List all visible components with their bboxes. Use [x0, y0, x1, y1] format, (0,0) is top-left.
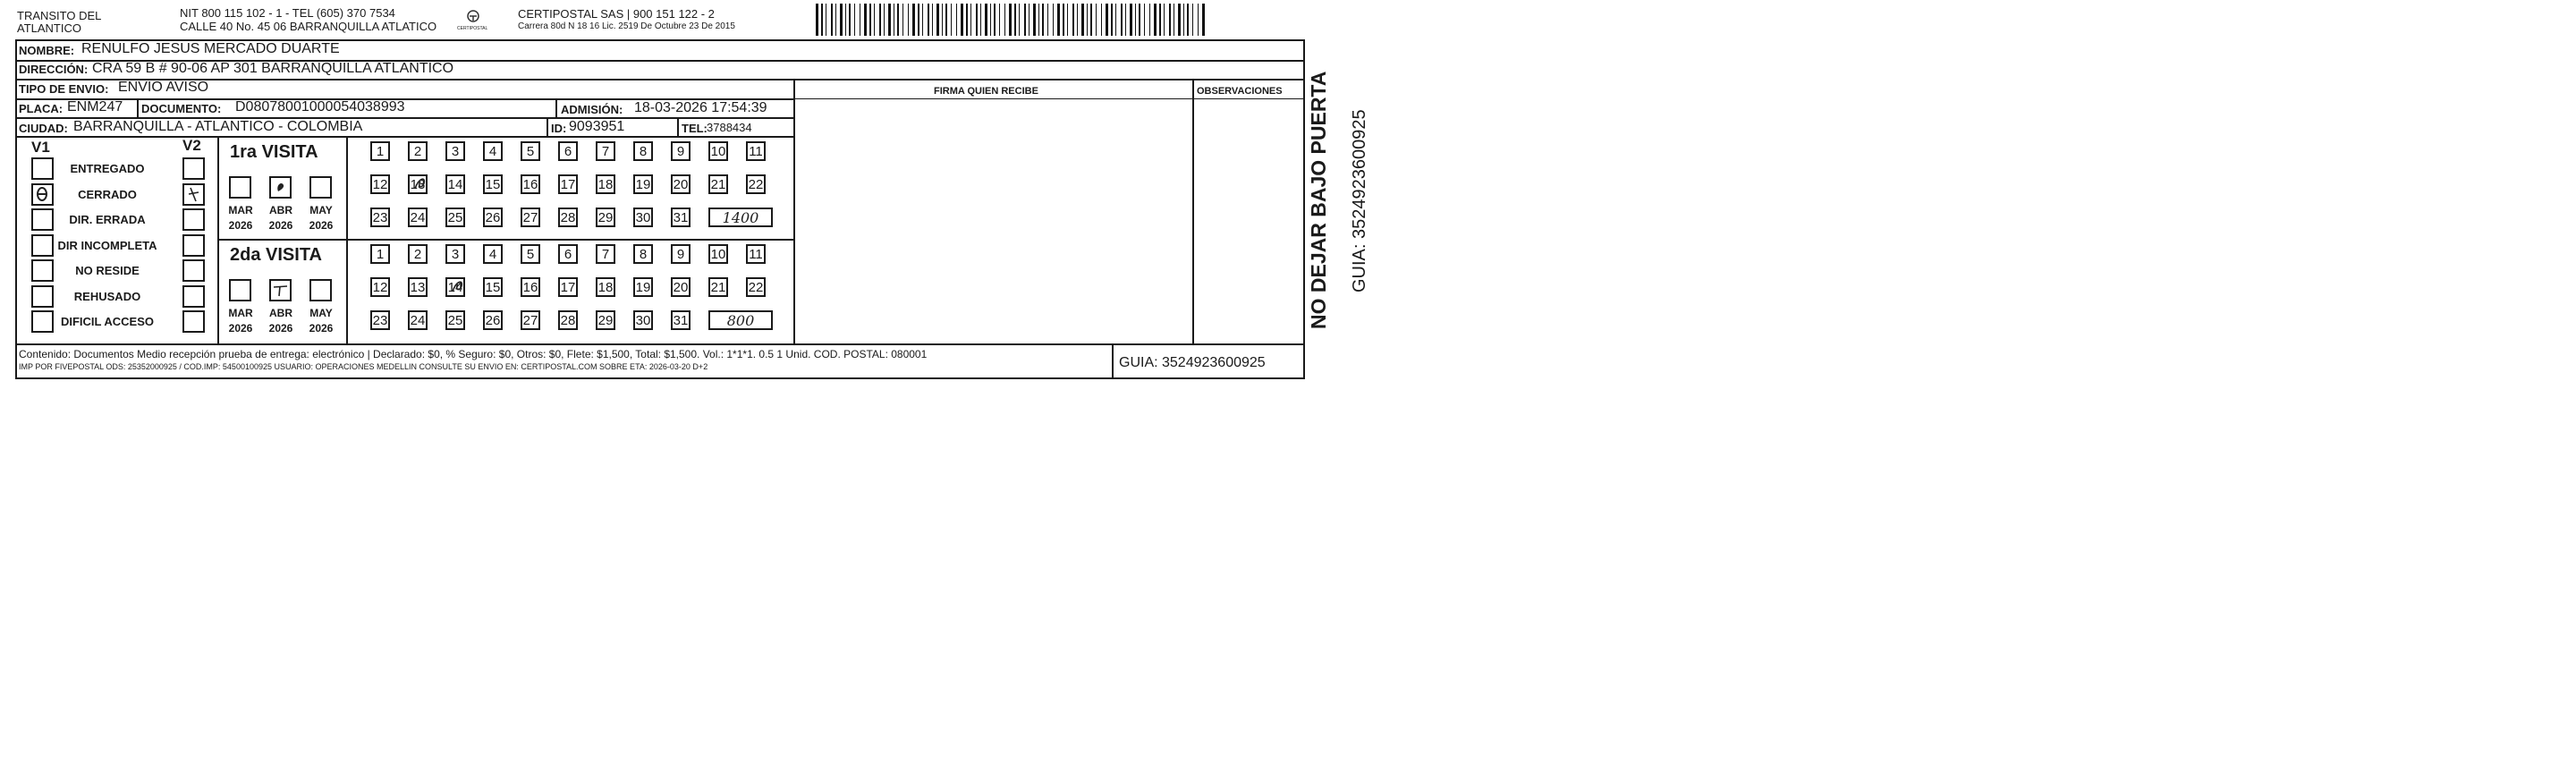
day-box[interactable]: 20: [671, 174, 691, 194]
day-box[interactable]: 23: [370, 208, 390, 227]
barcode: [816, 4, 1209, 36]
day-box[interactable]: 11: [746, 141, 766, 161]
ciudad-label: CIUDAD:: [19, 122, 68, 135]
day-box[interactable]: 4: [483, 141, 503, 161]
barcode-bar: [1159, 4, 1161, 36]
barcode-bar: [945, 4, 947, 36]
day-box[interactable]: 15: [483, 174, 503, 194]
id-label: ID:: [551, 122, 567, 135]
barcode-bar: [1033, 4, 1036, 36]
day-box[interactable]: 19: [633, 277, 653, 297]
day-box[interactable]: 21: [708, 277, 728, 297]
month-label: [223, 307, 258, 335]
barcode-bar: [1183, 4, 1184, 36]
barcode-bar: [1077, 4, 1078, 36]
month-label: [303, 307, 339, 335]
time-box[interactable]: [708, 310, 773, 330]
placa-value: ENM247: [67, 99, 123, 114]
barcode-bar: [999, 4, 1000, 36]
v2-checkbox[interactable]: [182, 310, 205, 333]
barcode-bar: [1149, 4, 1150, 36]
barcode-bar: [990, 4, 991, 36]
day-box[interactable]: 10: [708, 141, 728, 161]
status-option-label: ENTREGADO: [70, 162, 145, 175]
barcode-bar: [976, 4, 978, 36]
day-box[interactable]: 28: [558, 208, 578, 227]
day-box[interactable]: 5: [521, 141, 540, 161]
day-box[interactable]: 23: [370, 310, 390, 330]
barcode-bar: [1042, 4, 1044, 36]
imp-line: IMP POR FIVEPOSTAL ODS: 25352000925 / COD.IMP: 54500100925 USUARIO: OPERACIONES MEDELLIN CONSULTE SU ENVIO EN: CERTIPOSTAL.COM SOBRE ETA: 2026-03-20 D+2: [19, 362, 708, 371]
tipo-envio-label: TIPO DE ENVIO:: [19, 82, 109, 96]
direccion-value: CRA 59 B # 90-06 AP 301 BARRANQUILLA ATLANTICO: [92, 61, 454, 76]
admision-value: 18-03-2026 17:54:39: [634, 100, 767, 115]
v1-label: V1: [31, 139, 50, 156]
barcode-bar: [1014, 4, 1016, 36]
day-box[interactable]: 9: [671, 244, 691, 264]
month-checkbox[interactable]: [269, 176, 292, 199]
admision-label: ADMISIÓN:: [561, 103, 623, 116]
barcode-bar: [912, 4, 915, 36]
day-box[interactable]: 7: [596, 141, 615, 161]
month-label: [263, 204, 299, 232]
v2-checkbox[interactable]: [182, 183, 205, 206]
v2-label: V2: [182, 137, 201, 154]
time-written: 800: [726, 312, 755, 329]
month-year: 2026: [268, 219, 293, 232]
barcode-bar: [956, 4, 957, 36]
status-option-label: DIFICIL ACCESO: [60, 315, 154, 328]
barcode-bar: [1101, 4, 1102, 36]
day-box[interactable]: 6: [558, 141, 578, 161]
barcode-bar: [994, 4, 996, 36]
month-checkbox[interactable]: [269, 279, 292, 301]
day-box[interactable]: 16: [521, 174, 540, 194]
form-frame: [15, 39, 1305, 379]
certipostal-logo: [455, 7, 491, 34]
month-name: ABR: [269, 307, 292, 319]
month-name: ABR: [269, 204, 292, 216]
tel-value: 3788434: [707, 121, 752, 134]
placa-label: PLACA:: [19, 102, 64, 115]
day-box[interactable]: 3: [445, 141, 465, 161]
firma-label: FIRMA QUIEN RECIBE: [934, 86, 1038, 97]
barcode-bar: [1057, 4, 1060, 36]
barcode-bar: [1047, 4, 1048, 36]
status-option-label: CERRADO: [78, 187, 137, 201]
documento-value: D08078001000054038993: [235, 99, 405, 114]
barcode-bar: [908, 4, 909, 36]
barcode-bar: [845, 4, 846, 36]
day-box[interactable]: 8: [633, 244, 653, 264]
barcode-bar: [884, 4, 885, 36]
day-box[interactable]: 14: [445, 277, 465, 297]
logo-text: CERTIPOSTAL: [457, 26, 488, 31]
org-name-line1: TRANSITO DEL: [17, 9, 102, 22]
barcode-bar: [1004, 4, 1005, 36]
day-box[interactable]: 22: [746, 277, 766, 297]
day-box[interactable]: 1: [370, 141, 390, 161]
barcode-bar: [1053, 4, 1054, 36]
v2-checkbox[interactable]: [182, 157, 205, 180]
barcode-bar: [874, 4, 875, 36]
month-year: 2026: [309, 219, 334, 232]
barcode-bar: [1192, 4, 1193, 36]
month-year: 2026: [309, 322, 334, 335]
barcode-bar: [1038, 4, 1039, 36]
no-dejar-warning: NO DEJAR BAJO PUERTA: [1307, 71, 1330, 329]
guia-footer: GUIA: 3524923600925: [1119, 355, 1266, 370]
day-box[interactable]: 24: [408, 310, 428, 330]
day-box[interactable]: 25: [445, 310, 465, 330]
visit-title: 2da VISITA: [230, 245, 322, 265]
barcode-bar: [864, 4, 867, 36]
barcode-bar: [961, 4, 963, 36]
month-year: 2026: [228, 219, 253, 232]
day-box[interactable]: 12: [370, 174, 390, 194]
barcode-bar: [951, 4, 952, 36]
barcode-bar: [869, 4, 871, 36]
month-label: [263, 307, 299, 335]
month-checkbox[interactable]: [309, 279, 332, 301]
barcode-bar: [980, 4, 981, 36]
day-box[interactable]: 7: [596, 244, 615, 264]
day-box[interactable]: 12: [370, 277, 390, 297]
day-handwritten-mark: [449, 277, 467, 300]
barcode-bar: [1121, 4, 1123, 36]
status-option-label: DIR. ERRADA: [69, 213, 146, 226]
barcode-bar: [985, 4, 987, 36]
day-box[interactable]: 13: [408, 277, 428, 297]
day-box[interactable]: 31: [671, 310, 691, 330]
v2-checkbox[interactable]: [182, 208, 205, 231]
day-box[interactable]: 25: [445, 208, 465, 227]
contenido-line: Contenido: Documentos Medio recepción prueba de entrega: electrónico | Declarado: $0, % Seguro: $0, Otros: $0, Flete: $1,500, Total: $1,500. Vol.: 1*1*1. 0.5 1 Unid. COD. POSTAL: 080001: [19, 348, 928, 360]
day-box[interactable]: 31: [671, 208, 691, 227]
barcode-bar: [1063, 4, 1064, 36]
barcode-bar: [849, 4, 851, 36]
month-name: MAY: [309, 204, 333, 216]
barcode-bar: [966, 4, 968, 36]
nombre-label: NOMBRE:: [19, 44, 75, 57]
barcode-bar: [1187, 4, 1189, 36]
barcode-bar: [1202, 4, 1205, 36]
day-box[interactable]: 9: [671, 141, 691, 161]
barcode-bar: [922, 4, 923, 36]
barcode-bar: [1090, 4, 1092, 36]
month-year: 2026: [268, 322, 293, 335]
nit-line: NIT 800 115 102 - 1 - TEL (605) 370 7534: [180, 6, 395, 20]
license-line: Carrera 80d N 18 16 Lic. 2519 De Octubre 23 De 2015: [518, 21, 735, 31]
month-label: [223, 204, 258, 232]
status-option-label: DIR INCOMPLETA: [57, 238, 157, 252]
day-box[interactable]: 10: [708, 244, 728, 264]
barcode-bar: [840, 4, 843, 36]
barcode-bar: [1139, 4, 1140, 36]
barcode-bar: [888, 4, 891, 36]
barcode-bar: [1087, 4, 1088, 36]
barcode-bar: [928, 4, 929, 36]
month-checkbox[interactable]: [309, 176, 332, 199]
barcode-bar: [942, 4, 943, 36]
barcode-bar: [1067, 4, 1068, 36]
barcode-bar: [1154, 4, 1157, 36]
barcode-bar: [970, 4, 971, 36]
day-box[interactable]: 24: [408, 208, 428, 227]
day-box[interactable]: 13: [408, 174, 428, 194]
barcode-bar: [932, 4, 933, 36]
barcode-bar: [1164, 4, 1165, 36]
observaciones-label: OBSERVACIONES: [1197, 86, 1283, 97]
barcode-bar: [821, 4, 823, 36]
address-line: CALLE 40 No. 45 06 BARRANQUILLA ATLATICO: [180, 20, 437, 33]
day-box[interactable]: 17: [558, 277, 578, 297]
barcode-bar: [1135, 4, 1136, 36]
barcode-bar: [902, 4, 903, 36]
day-box[interactable]: 26: [483, 310, 503, 330]
visit-title: 1ra VISITA: [230, 142, 318, 162]
day-box[interactable]: 3: [445, 244, 465, 264]
day-box[interactable]: 30: [633, 208, 653, 227]
time-box[interactable]: [708, 208, 773, 227]
day-box[interactable]: 14: [445, 174, 465, 194]
day-box[interactable]: 29: [596, 310, 615, 330]
tipo-envio-value: ENVIO AVISO: [118, 80, 209, 95]
tel-label: TEL:: [682, 122, 708, 135]
day-box[interactable]: 2: [408, 244, 428, 264]
month-name: MAY: [309, 307, 333, 319]
time-written: 1400: [722, 209, 759, 226]
barcode-bar: [1072, 4, 1074, 36]
month-name: MAR: [228, 204, 253, 216]
barcode-bar: [1169, 4, 1171, 36]
day-box[interactable]: 11: [746, 244, 766, 264]
barcode-bar: [936, 4, 939, 36]
barcode-bar: [1024, 4, 1026, 36]
nombre-value: RENULFO JESUS MERCADO DUARTE: [81, 41, 340, 56]
status-option-label: NO RESIDE: [75, 264, 140, 277]
month-checkbox[interactable]: [229, 176, 251, 199]
barcode-bar: [897, 4, 899, 36]
day-box[interactable]: 17: [558, 174, 578, 194]
barcode-bar: [1198, 4, 1199, 36]
org-name-line2: ATLANTICO: [17, 21, 81, 35]
barcode-bar: [854, 4, 855, 36]
day-box[interactable]: 18: [596, 277, 615, 297]
barcode-bar: [831, 4, 833, 36]
barcode-bar: [1111, 4, 1113, 36]
day-box[interactable]: 26: [483, 208, 503, 227]
barcode-bar: [1178, 4, 1181, 36]
day-box[interactable]: 15: [483, 277, 503, 297]
day-handwritten-mark: [411, 174, 429, 197]
direccion-label: DIRECCIÓN:: [19, 63, 89, 76]
day-box[interactable]: 5: [521, 244, 540, 264]
status-option-label: REHUSADO: [73, 289, 141, 303]
month-checkbox[interactable]: [229, 279, 251, 301]
day-box[interactable]: 27: [521, 310, 540, 330]
v2-checkbox[interactable]: [182, 234, 205, 257]
documento-label: DOCUMENTO:: [141, 102, 222, 115]
ciudad-value: BARRANQUILLA - ATLANTICO - COLOMBIA: [73, 119, 363, 134]
month-label: [303, 204, 339, 232]
day-box[interactable]: 8: [633, 141, 653, 161]
day-box[interactable]: 19: [633, 174, 653, 194]
day-box[interactable]: 22: [746, 174, 766, 194]
month-name: MAR: [228, 307, 253, 319]
barcode-bar: [879, 4, 881, 36]
day-box[interactable]: 27: [521, 208, 540, 227]
v2-checkbox[interactable]: [182, 259, 205, 282]
day-box[interactable]: 20: [671, 277, 691, 297]
barcode-bar: [1106, 4, 1108, 36]
day-box[interactable]: 6: [558, 244, 578, 264]
id-value: 9093951: [569, 119, 625, 134]
day-box[interactable]: 21: [708, 174, 728, 194]
month-year: 2026: [228, 322, 253, 335]
day-box[interactable]: 4: [483, 244, 503, 264]
day-box[interactable]: 1: [370, 244, 390, 264]
day-box[interactable]: 2: [408, 141, 428, 161]
barcode-bar: [1009, 4, 1012, 36]
day-box[interactable]: 16: [521, 277, 540, 297]
barcode-bar: [1125, 4, 1126, 36]
barcode-bar: [1130, 4, 1132, 36]
company-line: CERTIPOSTAL SAS | 900 151 122 - 2: [518, 7, 715, 21]
barcode-bar: [816, 4, 818, 36]
barcode-bar: [918, 4, 919, 36]
barcode-bar: [1115, 4, 1116, 36]
barcode-bar: [1144, 4, 1145, 36]
v2-checkbox[interactable]: [182, 285, 205, 308]
day-box[interactable]: 18: [596, 174, 615, 194]
barcode-bar: [1081, 4, 1084, 36]
guia-side: GUIA: 3524923600925: [1350, 109, 1369, 292]
day-box[interactable]: 29: [596, 208, 615, 227]
barcode-bar: [1029, 4, 1030, 36]
barcode-bar: [835, 4, 836, 36]
barcode-bar: [1096, 4, 1097, 36]
day-box[interactable]: 30: [633, 310, 653, 330]
day-box[interactable]: 28: [558, 310, 578, 330]
barcode-bar: [1019, 4, 1020, 36]
